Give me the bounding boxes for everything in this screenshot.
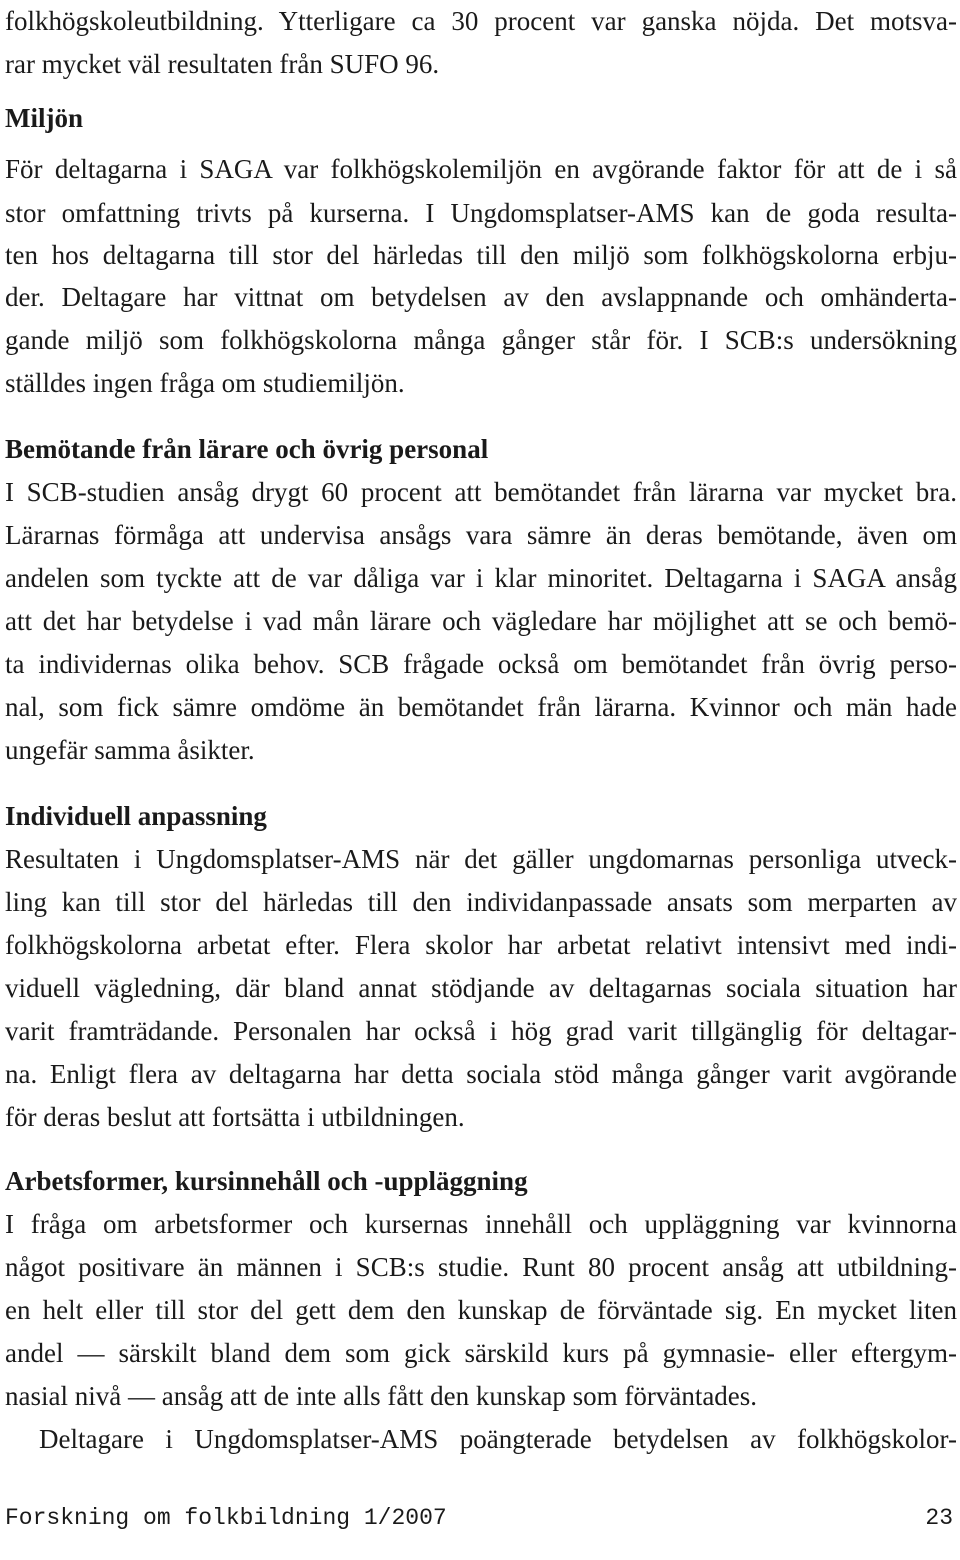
text-line: viduell vägledning, där bland annat stödjande av deltagarnas sociala situation har — [5, 973, 957, 1003]
text-line: I SCB-studien ansåg drygt 60 procent att bemötandet från lärarna var mycket bra. — [5, 477, 957, 507]
section-heading: Individuell anpassning — [5, 801, 267, 831]
text-line: varit framträdande. Personalen har också i hög grad varit tillgänglig för deltagar- — [5, 1016, 957, 1046]
text-line: ungefär samma åsikter. — [5, 735, 255, 765]
text-line: Deltagare i Ungdomsplatser-AMS poängterade betydelsen av folkhögskolor- — [39, 1424, 957, 1454]
page-footer — [5, 1498, 957, 1538]
text-line: Lärarnas förmåga att undervisa ansågs vara sämre än deras bemötande, även om — [5, 520, 957, 550]
text-line: der. Deltagare har vittnat om betydelsen av den avslappnande och omhänderta- — [5, 282, 957, 312]
text-line: för deras beslut att fortsätta i utbildningen. — [5, 1102, 465, 1132]
text-line: ställdes ingen fråga om studiemiljön. — [5, 368, 405, 398]
section-heading: Arbetsformer, kursinnehåll och -uppläggning — [5, 1166, 528, 1196]
section-heading: Miljön — [5, 103, 83, 133]
text-line: na. Enligt flera av deltagarna har detta sociala stöd många gånger varit avgörande — [5, 1059, 957, 1089]
text-line: gande miljö som folkhögskolorna många gånger står för. I SCB:s undersökning — [5, 325, 957, 355]
text-line: Resultaten i Ungdomsplatser-AMS när det gäller ungdomarnas personliga utveck- — [5, 844, 957, 874]
text-line: rar mycket väl resultaten från SUFO 96. — [5, 49, 440, 79]
footer-page-number: 23 — [925, 1505, 953, 1531]
text-line: andel — särskilt bland dem som gick särskild kurs på gymnasie- eller eftergym- — [5, 1338, 957, 1368]
text-line: en helt eller till stor del gett dem den kunskap de förväntade sig. En mycket liten — [5, 1295, 957, 1325]
text-line: något positivare än männen i SCB:s studie. Runt 80 procent ansåg att utbildning- — [5, 1252, 957, 1282]
text-line: I fråga om arbetsformer och kursernas innehåll och uppläggning var kvinnorna — [5, 1209, 957, 1239]
footer-journal-title: Forskning om folkbildning 1/2007 — [5, 1505, 447, 1531]
text-line: folkhögskolorna arbetat efter. Flera skolor har arbetat relativt intensivt med indi- — [5, 930, 957, 960]
text-line: att det har betydelse i vad mån lärare och vägledare har möjlighet att se och bemö- — [5, 606, 957, 636]
text-line: ta individernas olika behov. SCB frågade också om bemötandet från övrig perso- — [5, 649, 957, 679]
section-heading: Bemötande från lärare och övrig personal — [5, 434, 489, 464]
text-line: nal, som fick sämre omdöme än bemötandet från lärarna. Kvinnor och män hade — [5, 692, 957, 722]
text-line: ten hos deltagarna till stor del härledas till den miljö som folkhögskolorna erbju- — [5, 240, 957, 270]
text-line: andelen som tyckte att de var dåliga var i klar minoritet. Deltagarna i SAGA ansåg — [5, 563, 957, 593]
text-line: folkhögskoleutbildning. Ytterligare ca 30 procent var ganska nöjda. Det motsva- — [5, 6, 957, 36]
text-line: För deltagarna i SAGA var folkhögskolemiljön en avgörande faktor för att de i så — [5, 154, 957, 184]
text-line: ling kan till stor del härledas till den individanpassade ansats som merparten av — [5, 887, 957, 917]
text-line: nasial nivå — ansåg att de inte alls fått den kunskap som förväntades. — [5, 1381, 758, 1411]
text-line: stor omfattning trivts på kurserna. I Ungdomsplatser-AMS kan de goda resulta- — [5, 198, 957, 228]
